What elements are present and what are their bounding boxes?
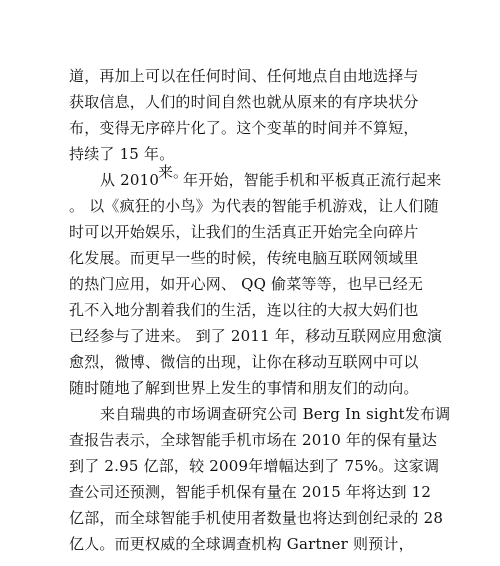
text-line-10: 孔不入地分割着我们的生活，连以往的大叔大妈们也	[69, 301, 419, 319]
text-line-5a: 从 2010	[100, 171, 160, 189]
raised-text: 来。	[158, 163, 189, 181]
text-line-8: 化发展。而更早一些的时候，传统电脑互联网领域里	[69, 249, 419, 267]
text-line-15: 查报告表示，全球智能手机市场在 2010 年的保有量达	[69, 431, 438, 449]
text-line-9: 的热门应用，如开心网、 QQ 偷菜等等，也早已经无	[69, 275, 424, 293]
text-line-17: 查公司还预测，智能手机保有量在 2015 年将达到 12	[69, 483, 432, 501]
text-line-12: 愈烈，微博、微信的出现，让你在移动互联网中可以	[69, 353, 419, 371]
text-line-5b: 年开始，智能手机和平板真正流行起来	[183, 171, 442, 189]
text-line-11: 已经参与了进来。 到了 2011 年，移动互联网应用愈演	[69, 327, 443, 345]
text-line-13: 随时随地了解到世界上发生的事情和朋友们的动向。	[69, 379, 419, 397]
text-line-4: 持续了 15 年。	[69, 145, 175, 163]
text-line-6: 。 以《疯狂的小鸟》为代表的智能手机游戏，让人们随	[69, 197, 439, 215]
text-line-18: 亿部，而全球智能手机使用者数量也将达到创纪录的 28	[69, 509, 444, 527]
text-line-1: 道，再加上可以在任何时间、任何地点自由地选择与	[69, 67, 419, 85]
text-line-3: 布，变得无序碎片化了。这个变革的时间并不算短，	[69, 119, 419, 137]
text-line-14: 来自瑞典的市场调查研究公司 Berg In sight发布调	[100, 405, 451, 423]
text-line-2: 获取信息，人们的时间自然也就从原来的有序块状分	[69, 93, 419, 111]
text-line-7: 时可以开始娱乐，让我们的生活真正开始完全向碎片	[69, 223, 419, 241]
text-line-19: 亿人。而更权威的全球调查机构 Gartner 则预计，	[69, 535, 414, 553]
text-line-16: 到了 2.95 亿部，较 2009年增幅达到了 75%。这家调	[69, 457, 440, 475]
